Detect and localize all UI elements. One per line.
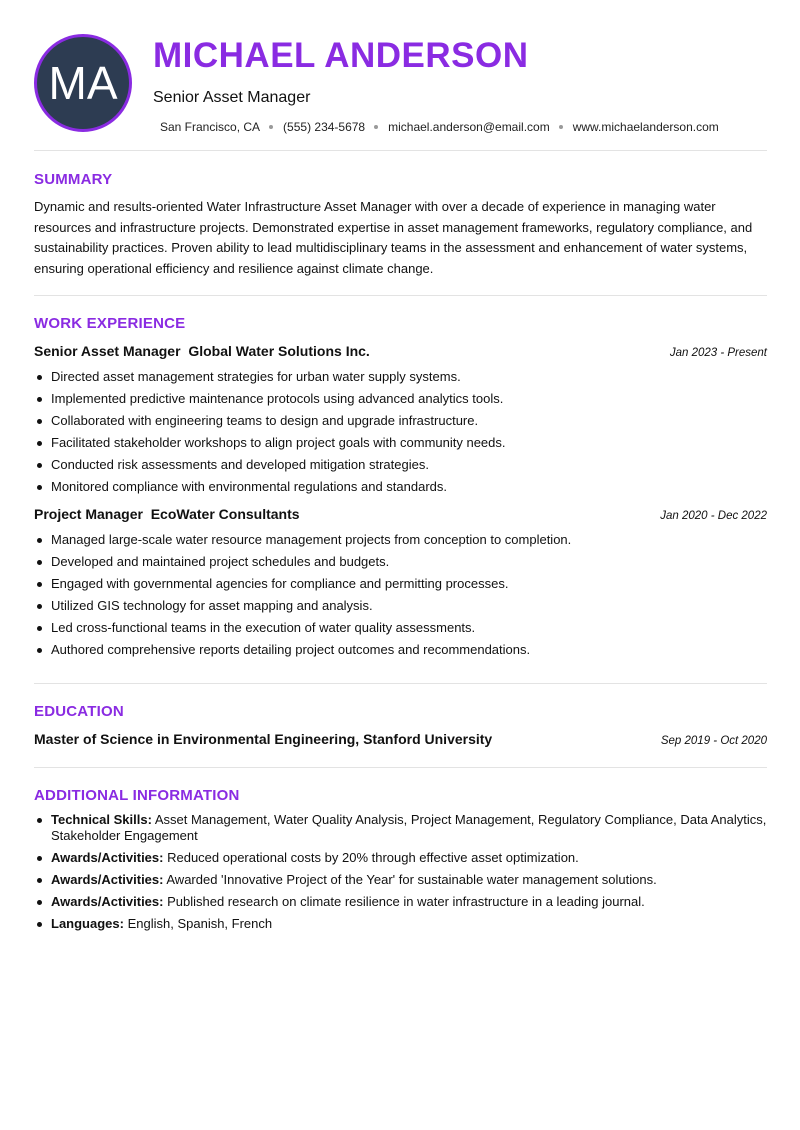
job-title <box>34 506 300 522</box>
job-title <box>34 343 370 359</box>
candidate-title: Senior Asset Manager <box>153 89 311 106</box>
avatar <box>34 34 132 132</box>
item-label: Awards/Activities: <box>51 872 164 887</box>
list-item: Directed asset management strategies for urban water supply systems. <box>34 369 767 385</box>
list-item: Engaged with governmental agencies for compliance and permitting processes. <box>34 576 767 592</box>
job-role: Project Manager <box>34 506 143 522</box>
list-item: Utilized GIS technology for asset mapping and analysis. <box>34 598 767 614</box>
list-item <box>34 850 767 866</box>
list-item: Implemented predictive maintenance protocols using advanced analytics tools. <box>34 391 767 407</box>
list-item: Managed large-scale water resource management projects from conception to completion. <box>34 532 767 548</box>
experience-section <box>34 296 767 683</box>
list-item: Collaborated with engineering teams to design and upgrade infrastructure. <box>34 413 767 429</box>
job-bullets <box>34 532 767 658</box>
contact-email: michael.anderson@email.com <box>388 120 550 134</box>
job-company: EcoWater Consultants <box>150 506 300 522</box>
additional-heading: ADDITIONAL INFORMATION <box>34 787 240 804</box>
summary-heading: SUMMARY <box>34 171 113 188</box>
list-item <box>34 812 767 844</box>
item-text: Awarded 'Innovative Project of the Year' for sustainable water management solutions. <box>166 872 657 887</box>
list-item <box>34 894 767 910</box>
degree-title: Master of Science in Environmental Engineering, Stanford University <box>34 731 493 747</box>
candidate-name: MICHAEL ANDERSON <box>153 36 529 75</box>
education-heading: EDUCATION <box>34 703 124 720</box>
job-dates: Jan 2020 - Dec 2022 <box>660 510 767 522</box>
item-text: English, Spanish, French <box>127 916 273 931</box>
job-entry <box>34 506 767 658</box>
list-item <box>34 916 767 932</box>
item-text: Asset Management, Water Quality Analysis, Project Management, Regulatory Compliance, Data Analytics, Stakeholder Engagement <box>51 812 767 843</box>
item-text: Published research on climate resilience in water infrastructure in a leading journal. <box>167 894 645 909</box>
separator-dot <box>269 125 273 129</box>
contact-phone: (555) 234-5678 <box>283 120 366 134</box>
resume-page <box>34 0 767 938</box>
avatar-initials: MA <box>48 57 118 109</box>
job-role: Senior Asset Manager <box>34 343 181 359</box>
education-section <box>34 684 767 767</box>
list-item <box>34 872 767 888</box>
list-item: Monitored compliance with environmental regulations and standards. <box>34 479 767 495</box>
experience-heading: WORK EXPERIENCE <box>34 315 186 332</box>
additional-section <box>34 768 767 932</box>
item-label: Awards/Activities: <box>51 894 164 909</box>
job-dates: Jan 2023 - Present <box>669 347 767 359</box>
summary-text: Dynamic and results-oriented Water Infrastructure Asset Manager with over a decade of experience in managing water resources and infrastructure projects. Demonstrated expertise in asset management frameworks, regulatory compliance, and sustainability practices. Proven ability to lead multidisciplinary teams in the assessment and enhancement of water systems, ensuring operational efficiency and resilience against climate change. <box>34 199 753 276</box>
list-item: Facilitated stakeholder workshops to align project goals with community needs. <box>34 435 767 451</box>
contact-website: www.michaelanderson.com <box>572 120 719 134</box>
list-item: Conducted risk assessments and developed mitigation strategies. <box>34 457 767 473</box>
contact-info <box>160 120 719 134</box>
separator-dot <box>374 125 378 129</box>
list-item: Authored comprehensive reports detailing project outcomes and recommendations. <box>34 642 767 658</box>
item-text: Reduced operational costs by 20% through effective asset optimization. <box>167 850 579 865</box>
separator-dot <box>559 125 563 129</box>
item-label: Technical Skills: <box>51 812 152 827</box>
job-company: Global Water Solutions Inc. <box>188 343 370 359</box>
list-item: Led cross-functional teams in the execution of water quality assessments. <box>34 620 767 636</box>
job-bullets <box>34 369 767 495</box>
summary-section <box>34 151 767 295</box>
list-item: Developed and maintained project schedules and budgets. <box>34 554 767 570</box>
education-dates: Sep 2019 - Oct 2020 <box>660 735 767 747</box>
job-entry <box>34 343 767 495</box>
contact-location: San Francisco, CA <box>160 120 261 134</box>
item-label: Awards/Activities: <box>51 850 164 865</box>
additional-list <box>34 812 767 932</box>
item-label: Languages: <box>51 916 124 931</box>
resume-header <box>34 0 767 150</box>
